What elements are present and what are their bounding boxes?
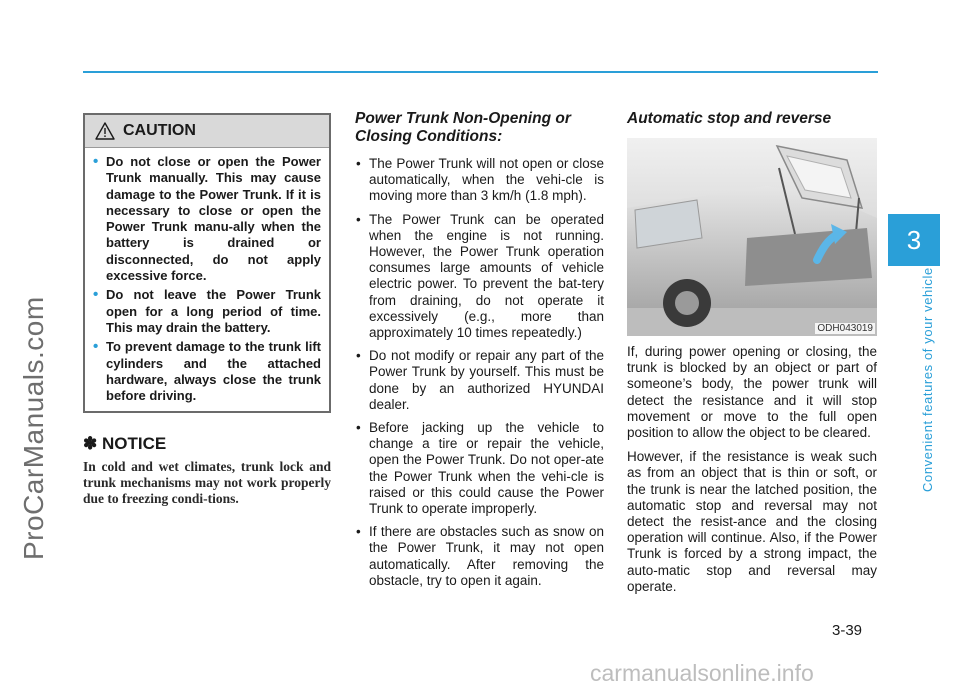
auto-stop-title: Automatic stop and reverse xyxy=(627,110,832,127)
list-item: • The Power Trunk can be operated when the engine is not running. However, the Power Trunk operation consumes large amounts of vehicle electric power. To prevent the bat-tery from draining, do not operate it excessively (e.g., more than approximately 10 times repeatedly.) xyxy=(355,212,604,342)
paragraph: However, if the resistance is weak such as from an object that is thin or soft, or the trunk is near the latched position, the automatic stop and reversal may not detect the resist-ance and the closing operation will continue. Also, if the Power Trunk is forced by a strong impact, the auto-matic stop and reversal may operate. xyxy=(627,449,877,594)
non-opening-list xyxy=(355,156,604,589)
chapter-title: Convenient features of your vehicle xyxy=(920,267,935,492)
caution-title: CAUTION xyxy=(123,122,196,139)
caution-header xyxy=(85,115,329,148)
notice-heading: ✽ NOTICE xyxy=(83,434,167,453)
open-trunk-illustration xyxy=(627,138,877,336)
caution-list xyxy=(85,148,329,404)
caution-item: • To prevent damage to the trunk lift cylinders and the attached hardware, always close the trunk before driving. xyxy=(93,339,321,404)
chapter-number: 3 xyxy=(906,224,922,255)
list-item: • The Power Trunk will not open or close automatically, when the vehi-cle is moving more than 3 km/h (1.8 mph). xyxy=(355,156,604,205)
caution-item: • Do not close or open the Power Trunk manually. This may cause damage to the Power Trunk. If it is necessary to close or open the Power Trunk manu-ally when the battery is drained or disconnected, do not apply excessive force. xyxy=(93,154,321,284)
non-opening-section xyxy=(355,110,604,596)
chapter-tab xyxy=(888,214,940,266)
list-item: • If there are obstacles such as snow on the Power Trunk, it may not open automatically. After removing the obstacle, try to open it again. xyxy=(355,524,604,589)
caution-item: • Do not leave the Power Trunk open for a long period of time. This may drain the battery. xyxy=(93,287,321,336)
warning-triangle-icon xyxy=(95,122,115,140)
side-watermark: ProCarManuals.com xyxy=(18,296,49,560)
paragraph: If, during power opening or closing, the trunk is blocked by an object or part of someone’s body, the power trunk will detect the resistance and it will stop movement or move to the full open position to allow the object to be cleared. xyxy=(627,344,877,441)
list-item: • Do not modify or repair any part of the Power Trunk by yourself. This must be done by an authorized HYUNDAI dealer. xyxy=(355,348,604,413)
page-number: 3-39 xyxy=(832,622,863,639)
auto-stop-section xyxy=(627,110,877,595)
caution-box xyxy=(83,113,331,413)
non-opening-title: Power Trunk Non-Opening or Closing Conditions: xyxy=(355,110,571,145)
list-item: • Before jacking up the vehicle to change a tire or repair the vehicle, open the Power Trunk. Do not oper-ate the Power Trunk when the vehi-cle is raised or this could cause the Power Trunk to operate improperly. xyxy=(355,420,604,517)
notice-text: In cold and wet climates, trunk lock and trunk mechanisms may not work properly due to freezing condi-tions. xyxy=(83,459,331,507)
trunk-photo xyxy=(627,138,877,336)
image-code: ODH043019 xyxy=(817,323,873,334)
header-rule xyxy=(83,71,878,73)
footer-watermark: carmanualsonline.info xyxy=(590,660,814,686)
